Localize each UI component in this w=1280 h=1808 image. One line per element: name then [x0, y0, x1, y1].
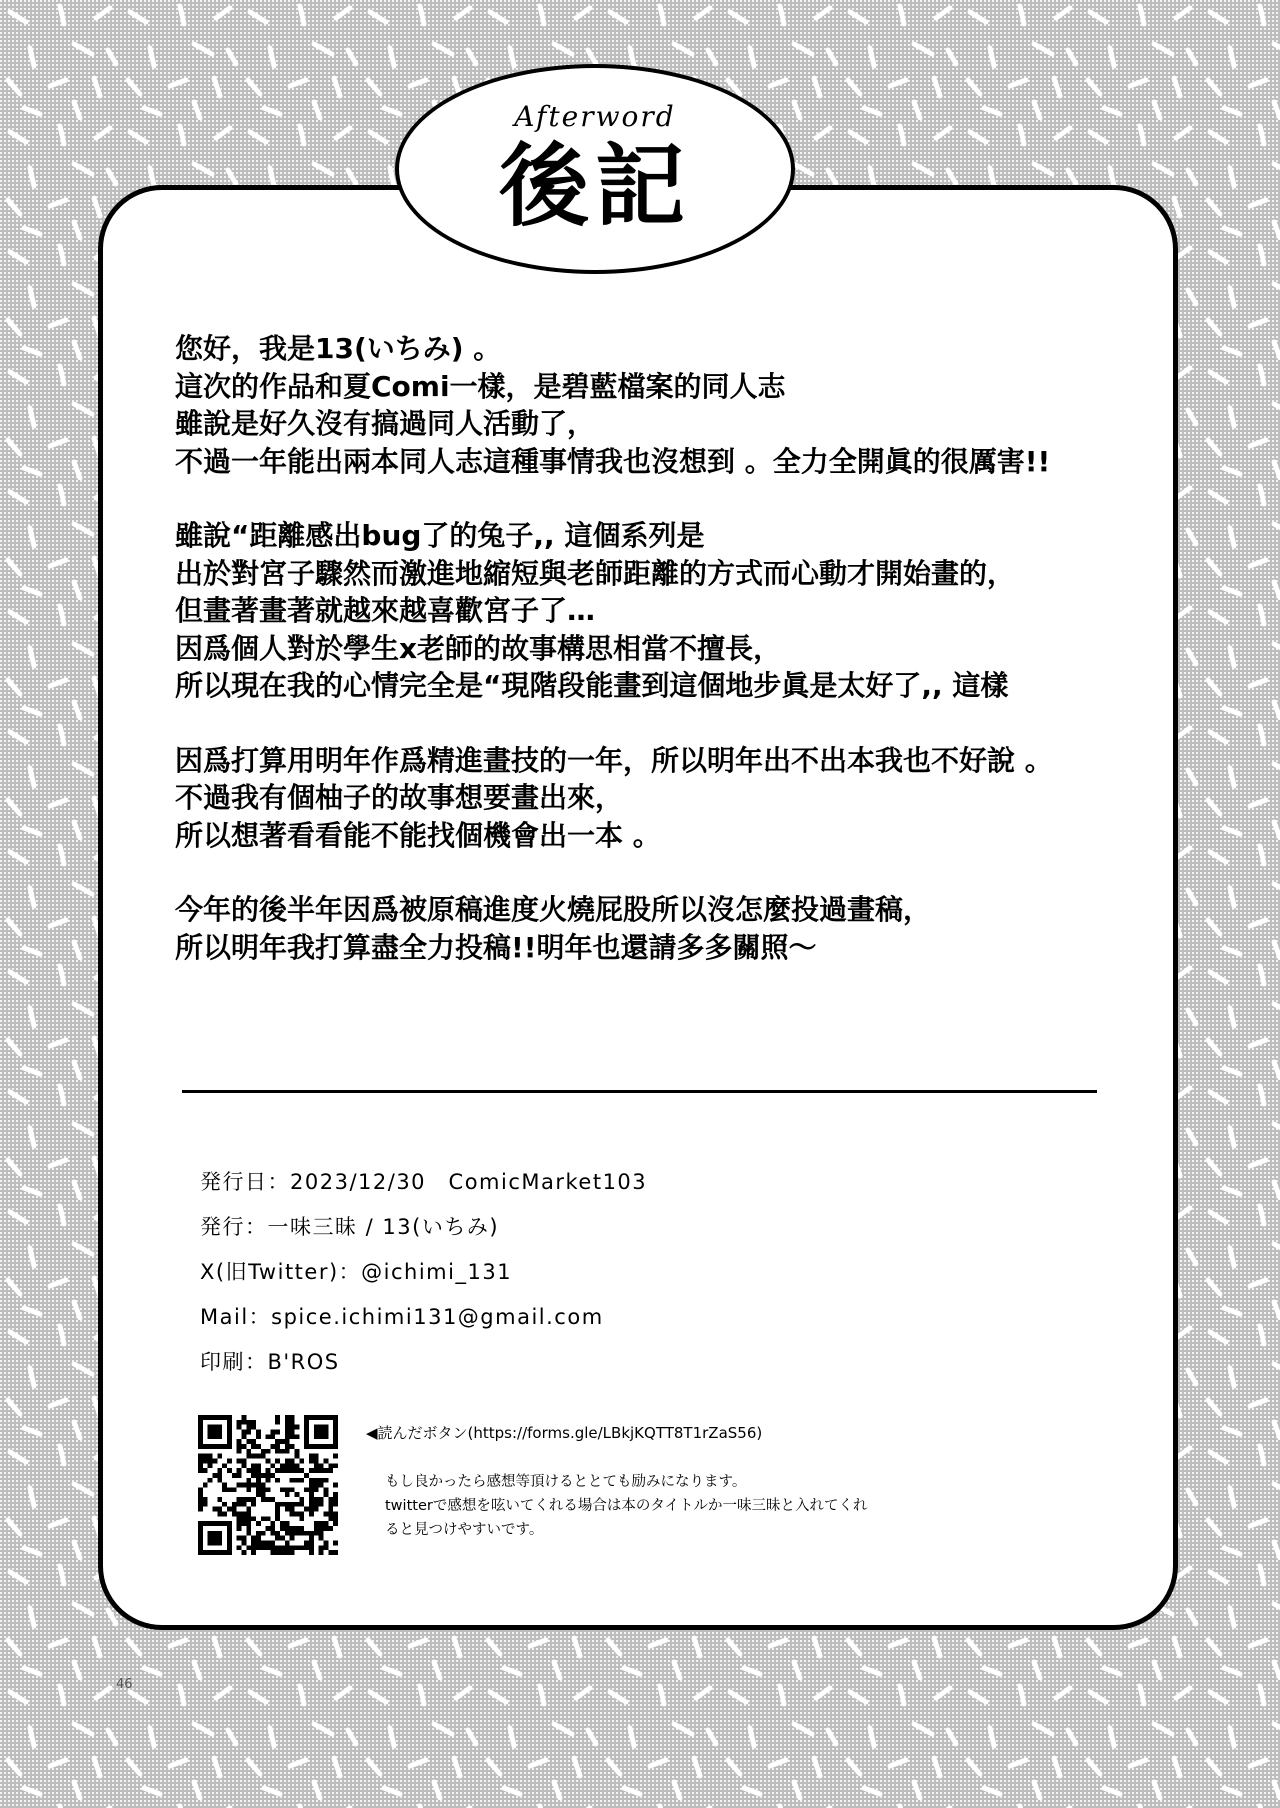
colophon-mail: Mail：spice.ichimi131@gmail.com	[200, 1305, 604, 1329]
paragraph-line: 所以明年我打算盡全力投稿!!明年也還請多多關照～	[175, 930, 817, 964]
paragraph-line: 因爲打算用明年作爲精進畫技的一年，所以明年出不出本我也不好說 。	[175, 743, 1053, 777]
paragraph-line: 所以現在我的心情完全是“現階段能畫到這個地步眞是太好了,, 這樣	[175, 669, 1009, 702]
page-number: 46	[116, 1677, 133, 1692]
note-line: twitterで感想を呟いてくれる場合は本のタイトルか一味三昧と入れてくれ	[385, 1498, 868, 1514]
section-divider	[182, 1090, 1097, 1093]
colophon-printer: 印刷：B'ROS	[200, 1350, 340, 1374]
afterword-body	[175, 330, 1175, 1003]
title-japanese: 後記	[499, 134, 691, 239]
paragraph	[175, 891, 1175, 966]
colophon-twitter: X(旧Twitter)：@ichimi_131	[200, 1260, 513, 1284]
qr-caption[interactable]: ◀読んだボタン(https://forms.gle/LBkjKQTT8T1rZaS56)	[366, 1424, 763, 1442]
qr-code[interactable]	[198, 1415, 338, 1555]
paragraph	[175, 517, 1175, 705]
colophon	[200, 1160, 647, 1385]
feedback-note	[385, 1470, 868, 1542]
paragraph-line: 因爲個人對於學生x老師的故事構思相當不擅長，	[175, 631, 782, 665]
paragraph-line: 雖說是好久沒有搞過同人活動了，	[175, 407, 596, 440]
note-line: ると見つけやすいです。	[385, 1522, 544, 1538]
title-english: Afterword	[514, 100, 676, 133]
paragraph-line: 今年的後半年因爲被原稿進度火燒屁股所以沒怎麼投過畫稿，	[175, 893, 932, 926]
paragraph-line: 不過一年能出兩本同人志這種事情我也沒想到 。全力全開眞的很厲害!!	[175, 444, 1051, 478]
note-line: もし良かったら感想等頂けるととても励みになります。	[385, 1474, 747, 1490]
paragraph-line: 雖說“距離感出bug了的兔子,, 這個系列是	[175, 519, 705, 552]
paragraph-line: 您好，我是13(いちみ) 。	[175, 332, 502, 365]
paragraph-line: 所以想著看看能不能找個機會出一本 。	[175, 818, 661, 852]
colophon-publisher: 発行：一味三昧 / 13(いちみ)	[200, 1215, 500, 1239]
paragraph-line: 但畫著畫著就越來越喜歡宮子了…	[175, 594, 596, 627]
title-badge	[395, 64, 795, 274]
colophon-issue-date: 発行日：2023/12/30 ComicMarket103	[200, 1170, 648, 1194]
paragraph-line: 出於對宮子驟然而激進地縮短與老師距離的方式而心動才開始畫的，	[175, 556, 1016, 590]
paragraph	[175, 742, 1175, 855]
paragraph-line: 不過我有個柚子的故事想要畫出來，	[175, 781, 624, 814]
paragraph	[175, 330, 1175, 480]
paragraph-line: 這次的作品和夏Comi一樣，是碧藍檔案的同人志	[175, 369, 786, 403]
